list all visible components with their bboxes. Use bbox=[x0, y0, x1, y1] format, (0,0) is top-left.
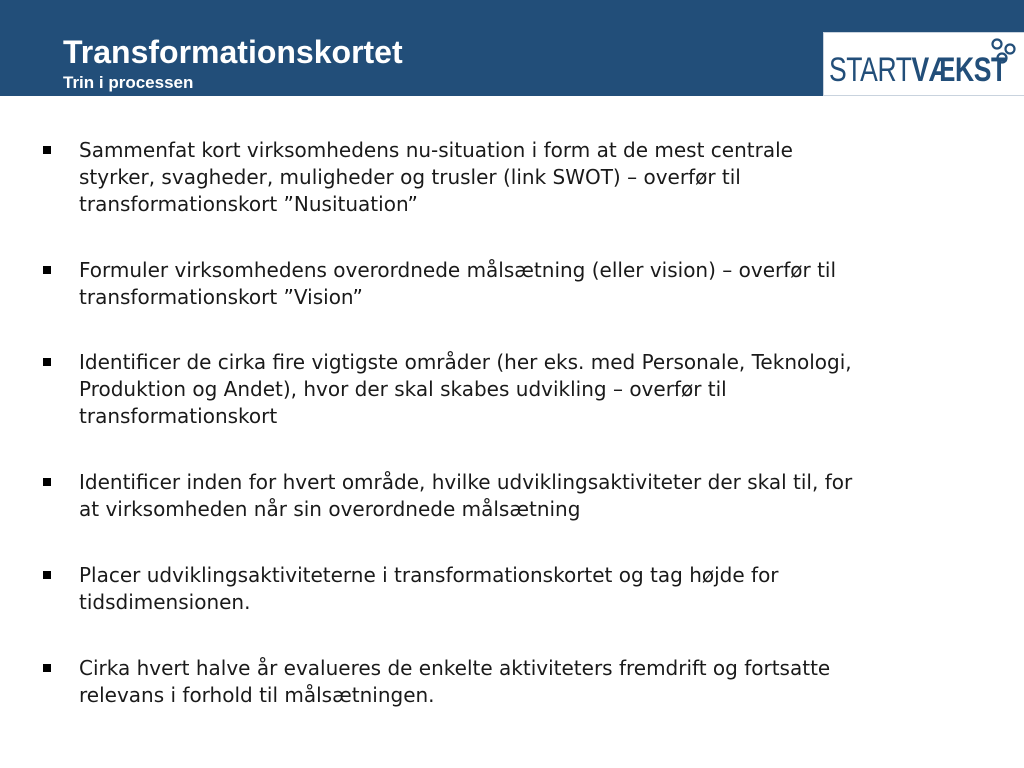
bullet-text bbox=[79, 137, 979, 218]
bullet-line: Placer udviklingsaktiviteterne i transformationskortet og tag højde for bbox=[79, 563, 779, 587]
logo-text-vaekst: VÆKST bbox=[911, 51, 1007, 89]
bullet-line: Sammenfat kort virksomhedens nu-situation i form at de mest centrale bbox=[79, 138, 793, 162]
bullet-line: transformationskort bbox=[79, 404, 278, 428]
bullet-text bbox=[79, 655, 979, 709]
logo-wordmark bbox=[829, 53, 1007, 87]
startvaekst-logo bbox=[823, 32, 1024, 96]
bullet-line: transformationskort ”Vision” bbox=[79, 285, 363, 309]
bullet-line: Identificer inden for hvert område, hvilke udviklingsaktiviteter der skal til, for bbox=[79, 470, 853, 494]
linked-rings-icon bbox=[984, 37, 1024, 73]
bullet-marker bbox=[43, 664, 51, 672]
bullet-marker bbox=[43, 478, 51, 486]
bullet-line: tidsdimensionen. bbox=[79, 590, 251, 614]
page-subtitle: Trin i processen bbox=[63, 73, 194, 92]
page-title: Transformationskortet bbox=[63, 34, 403, 70]
bullet-text bbox=[79, 349, 979, 430]
bullet-line: transformationskort ”Nusituation” bbox=[79, 192, 418, 216]
bullet-marker bbox=[43, 266, 51, 274]
bullet-text bbox=[79, 257, 979, 311]
bullet-line: Identificer de cirka fire vigtigste områder (her eks. med Personale, Teknologi, bbox=[79, 350, 852, 374]
bullet-text bbox=[79, 469, 979, 523]
bullet-line: relevans i forhold til målsætningen. bbox=[79, 683, 435, 707]
bullet-text bbox=[79, 562, 979, 616]
bullet-line: at virksomheden når sin overordnede målsætning bbox=[79, 497, 581, 521]
bullet-marker bbox=[43, 571, 51, 579]
bullet-marker bbox=[43, 146, 51, 154]
bullet-line: Formuler virksomhedens overordnede målsætning (eller vision) – overfør til bbox=[79, 258, 837, 282]
logo-text-start: START bbox=[829, 51, 912, 89]
bullet-line: Cirka hvert halve år evalueres de enkelte aktiviteters fremdrift og fortsatte bbox=[79, 656, 831, 680]
bullet-line: styrker, svagheder, muligheder og trusler (link SWOT) – overfør til bbox=[79, 165, 741, 189]
bullet-line: Produktion og Andet), hvor der skal skabes udvikling – overfør til bbox=[79, 377, 727, 401]
bullet-marker bbox=[43, 358, 51, 366]
